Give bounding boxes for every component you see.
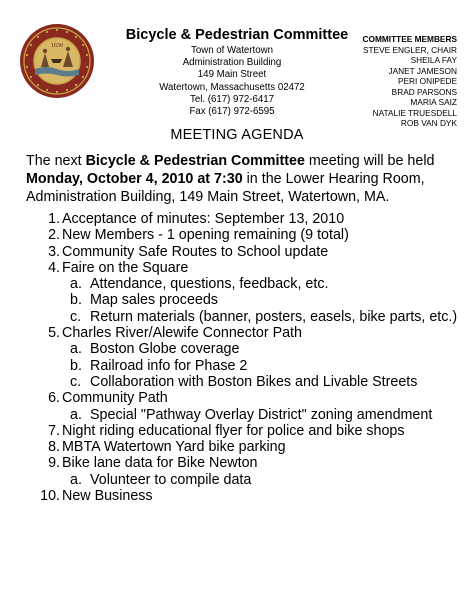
agenda-item-text: Acceptance of minutes: September 13, 2010 xyxy=(62,211,345,227)
intro-text: The next xyxy=(26,153,86,169)
agenda-item xyxy=(26,423,466,439)
agenda-subitem-text: Collaboration with Boston Bikes and Livable Streets xyxy=(90,373,418,390)
intro-committee: Bicycle & Pedestrian Committee xyxy=(85,153,305,169)
agenda-item-number: 6. xyxy=(48,390,60,407)
member-name: ROB VAN DYK xyxy=(400,118,457,128)
address-block xyxy=(135,45,329,118)
agenda-subitem xyxy=(26,407,466,423)
agenda-item-number: 2. xyxy=(48,227,60,244)
agenda-subitem xyxy=(26,358,466,374)
intro-text: meeting will be held xyxy=(304,153,435,169)
address-fax: Fax (617) 972-6595 xyxy=(189,106,275,118)
meeting-intro xyxy=(26,152,456,206)
agenda-subitem xyxy=(26,292,466,308)
agenda-item-text: Bike lane data for Bike Newton xyxy=(62,455,258,472)
members-heading: COMMITTEE MEMBERS xyxy=(362,34,457,44)
agenda-item-number: 10. xyxy=(40,488,60,505)
agenda-item xyxy=(26,455,466,471)
member-name: NATALIE TRUESDELL xyxy=(372,107,457,118)
agenda-subitem-letter: c. xyxy=(70,308,82,325)
address-street: 149 Main Street xyxy=(197,69,267,81)
agenda-item-number: 1. xyxy=(48,211,60,227)
agenda-subitem xyxy=(26,309,466,325)
agenda-item-number: 8. xyxy=(48,439,60,456)
address-city: Watertown, Massachusetts 02472 xyxy=(159,81,305,93)
address-building: Administration Building xyxy=(182,57,282,69)
agenda-item-text: MBTA Watertown Yard bike parking xyxy=(62,439,286,456)
agenda-item-number: 3. xyxy=(48,243,60,260)
agenda-item-text: Community Safe Routes to School update xyxy=(62,243,329,260)
agenda-title: MEETING AGENDA xyxy=(170,127,304,143)
agenda-subitem-text: Attendance, questions, feedback, etc. xyxy=(90,276,329,293)
agenda-subitem-letter: c. xyxy=(70,373,82,390)
intro-text: in the Lower Hearing Room, Administration Building, 149 Main Street, Watertown, MA. xyxy=(26,171,425,205)
agenda-subitem-text: Boston Globe coverage xyxy=(90,341,240,358)
intro-datetime: Monday, October 4, 2010 at 7:30 xyxy=(26,171,243,187)
agenda-subitem-letter: b. xyxy=(70,292,82,309)
address-town: Town of Watertown xyxy=(190,45,273,56)
agenda-item-text: Faire on the Square xyxy=(62,259,189,276)
committee-members xyxy=(307,34,457,129)
agenda-subitem-text: Special "Pathway Overlay District" zoning amendment xyxy=(90,406,433,423)
agenda-item-number: 9. xyxy=(48,455,60,472)
agenda-item-text: Night riding educational flyer for police and bike shops xyxy=(62,422,405,439)
committee-title: Bicycle & Pedestrian Committee xyxy=(125,27,349,43)
agenda-subitem-text: Return materials (banner, posters, easels, bike parts, etc.) xyxy=(90,308,458,325)
agenda-subitem-letter: a. xyxy=(70,341,82,358)
agenda-subitem-letter: a. xyxy=(70,276,82,293)
agenda-item xyxy=(26,244,466,260)
agenda-item-number: 5. xyxy=(48,325,60,342)
agenda-item xyxy=(26,260,466,276)
agenda-subitem xyxy=(26,374,466,390)
agenda-subitem xyxy=(26,341,466,357)
agenda-subitem-text: Map sales proceeds xyxy=(90,292,218,309)
agenda-list xyxy=(26,211,466,504)
agenda-item-number: 7. xyxy=(48,422,60,439)
agenda-subitem xyxy=(26,276,466,292)
agenda-item-number: 4. xyxy=(48,259,60,276)
agenda-subitem-letter: a. xyxy=(70,406,82,423)
agenda-subitem-letter: a. xyxy=(70,471,82,488)
agenda-item xyxy=(26,439,466,455)
agenda-subitem xyxy=(26,472,466,488)
agenda-item xyxy=(26,325,466,341)
member-name: SHEILA FAY xyxy=(410,55,457,65)
agenda-item-text: New Business xyxy=(62,488,153,505)
member-name: MARIA SAIZ xyxy=(410,97,457,107)
agenda-subitem-text: Railroad info for Phase 2 xyxy=(90,357,248,374)
seal-year: 1630 xyxy=(51,43,63,49)
agenda-item xyxy=(26,211,466,227)
agenda-subitem-letter: b. xyxy=(70,357,82,374)
member-name: BRAD PARSONS xyxy=(391,86,457,97)
agenda-item-text: New Members - 1 opening remaining (9 total) xyxy=(62,227,349,244)
agenda-item-text: Community Path xyxy=(62,390,168,407)
member-name: PERI ONIPEDE xyxy=(397,76,457,86)
agenda-item xyxy=(26,227,466,243)
agenda-subitem-text: Volunteer to compile data xyxy=(90,471,252,488)
agenda-item xyxy=(26,488,466,504)
address-phone: Tel. (617) 972-6417 xyxy=(189,93,274,105)
agenda-item-text: Charles River/Alewife Connector Path xyxy=(62,325,302,342)
member-name: STEVE ENGLER, CHAIR xyxy=(362,44,457,55)
agenda-item xyxy=(26,390,466,406)
member-name: JANET JAMESON xyxy=(388,65,457,76)
